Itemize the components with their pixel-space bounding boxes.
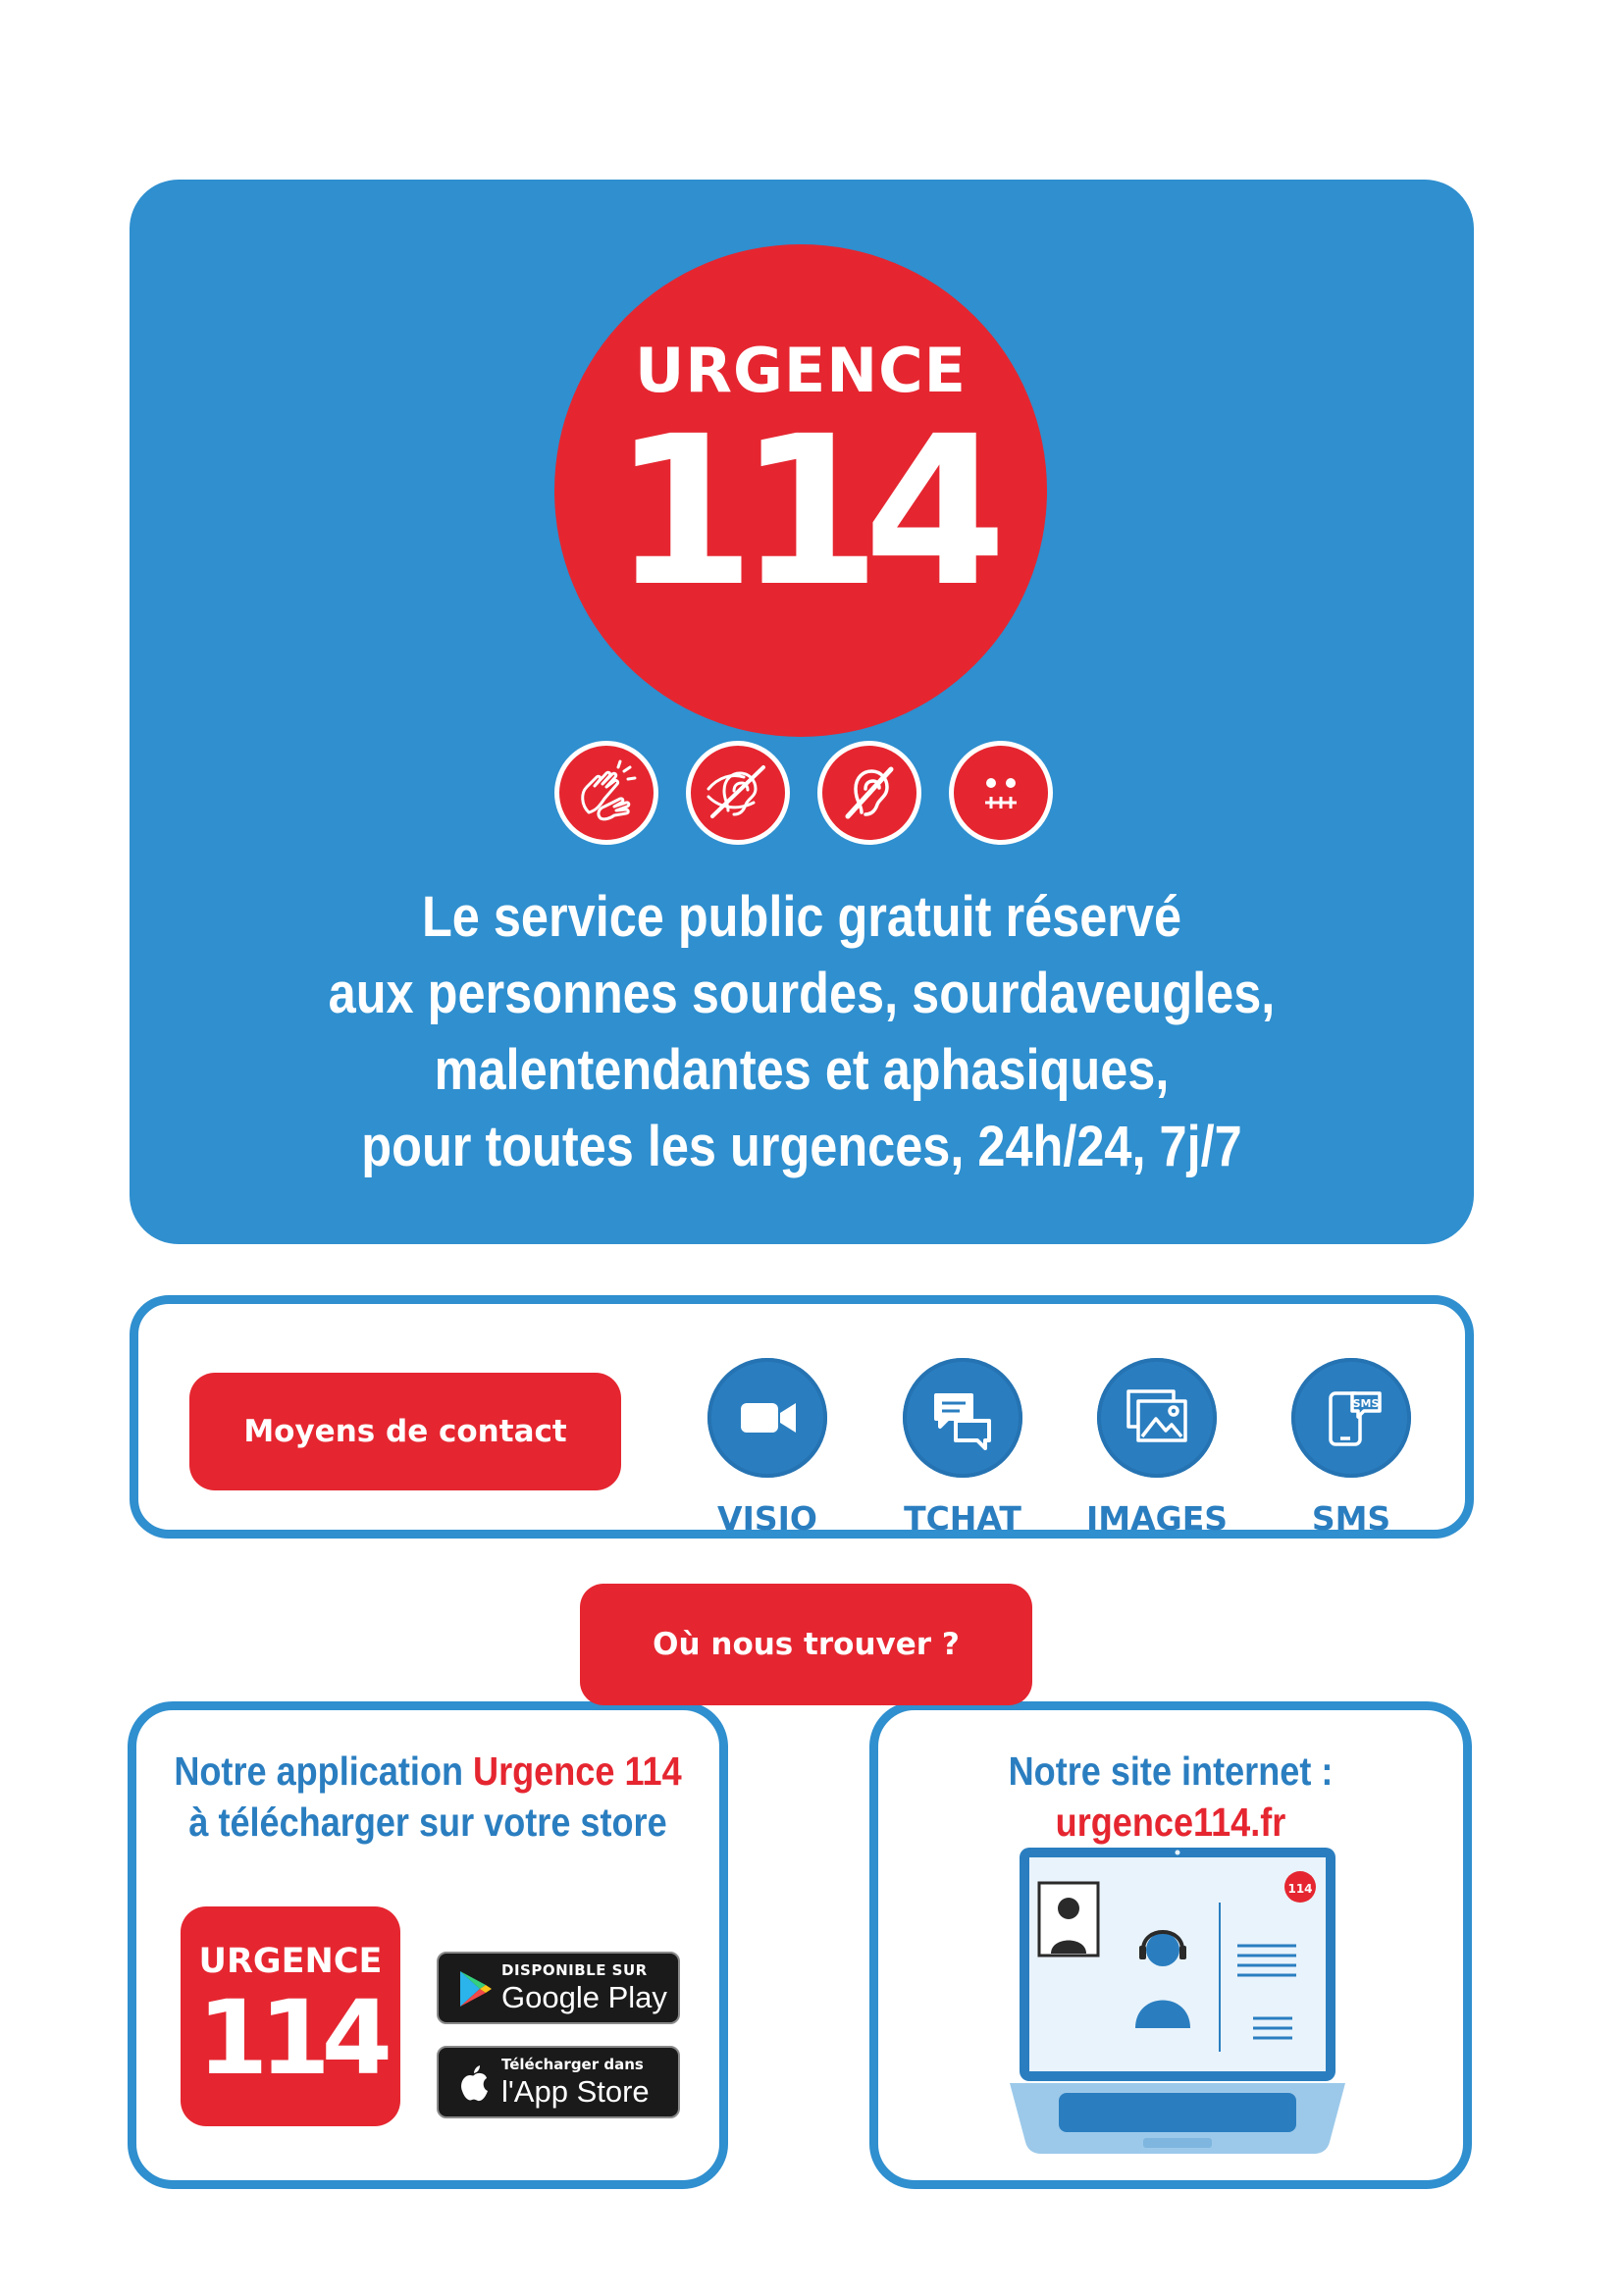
contact-label: IMAGES bbox=[1085, 1499, 1229, 1538]
images-icon bbox=[1097, 1358, 1217, 1478]
logo-word: URGENCE bbox=[634, 335, 968, 406]
laptop-illustration bbox=[1006, 1844, 1349, 2167]
contact-label: VISIO bbox=[717, 1499, 817, 1538]
google-play-icon bbox=[452, 1967, 496, 2010]
app-line-1-prefix: Notre application bbox=[174, 1748, 474, 1794]
website-line-1: Notre site internet : bbox=[1008, 1748, 1334, 1794]
app-description bbox=[172, 1746, 685, 1848]
hero-line: aux personnes sourdes, sourdaveugles, bbox=[328, 962, 1276, 1025]
contact-item-visio bbox=[679, 1358, 856, 1538]
app-panel bbox=[128, 1701, 728, 2189]
contact-item-images bbox=[1069, 1358, 1245, 1538]
apple-icon bbox=[452, 2061, 496, 2105]
screen-badge: 114 bbox=[1287, 1882, 1313, 1896]
hero-panel bbox=[130, 180, 1474, 1244]
app-line-2: à télécharger sur votre store bbox=[188, 1800, 667, 1845]
hero-line: pour toutes les urgences, 24h/24, 7j/7 bbox=[361, 1115, 1242, 1178]
hero-line: Le service public gratuit réservé bbox=[421, 885, 1182, 949]
deaf-blind-icon bbox=[686, 741, 790, 845]
contact-item-sms bbox=[1263, 1358, 1440, 1538]
contact-label: TCHAT bbox=[904, 1499, 1021, 1538]
website-url[interactable]: urgence114.fr bbox=[1055, 1800, 1286, 1845]
contact-title-badge: Moyens de contact bbox=[189, 1373, 621, 1490]
app-logo[interactable] bbox=[181, 1906, 400, 2126]
chat-bubbles-icon bbox=[903, 1358, 1022, 1478]
google-play-badge[interactable] bbox=[437, 1952, 680, 2024]
app-store-badge[interactable] bbox=[437, 2046, 680, 2118]
website-description bbox=[914, 1746, 1428, 1848]
hearing-impaired-icon bbox=[817, 741, 921, 845]
app-logo-word: URGENCE bbox=[198, 1942, 383, 1981]
sign-language-hands-icon bbox=[554, 741, 658, 845]
hero-description bbox=[217, 879, 1387, 1185]
urgence-114-logo bbox=[554, 244, 1047, 737]
app-store-big: l'App Store bbox=[501, 2074, 650, 2109]
contact-panel bbox=[130, 1295, 1474, 1539]
video-camera-icon bbox=[707, 1358, 827, 1478]
sms-phone-icon bbox=[1291, 1358, 1411, 1478]
aphasia-face-icon bbox=[949, 741, 1053, 845]
google-play-small: DISPONIBLE SUR bbox=[501, 1961, 648, 1979]
app-line-1 bbox=[172, 1746, 685, 1797]
contact-item-tchat bbox=[874, 1358, 1051, 1538]
app-name: Urgence 114 bbox=[473, 1748, 682, 1794]
find-us-badge: Où nous trouver ? bbox=[580, 1584, 1032, 1705]
app-logo-number: 114 bbox=[196, 1978, 385, 2098]
logo-number: 114 bbox=[611, 391, 990, 632]
hero-line: malentendantes et aphasiques, bbox=[434, 1038, 1170, 1102]
website-panel bbox=[869, 1701, 1472, 2189]
sms-icon-text: SMS bbox=[1352, 1397, 1380, 1410]
app-store-small: Télécharger dans bbox=[501, 2056, 644, 2073]
contact-label: SMS bbox=[1311, 1499, 1391, 1538]
google-play-big: Google Play bbox=[501, 1980, 667, 2014]
